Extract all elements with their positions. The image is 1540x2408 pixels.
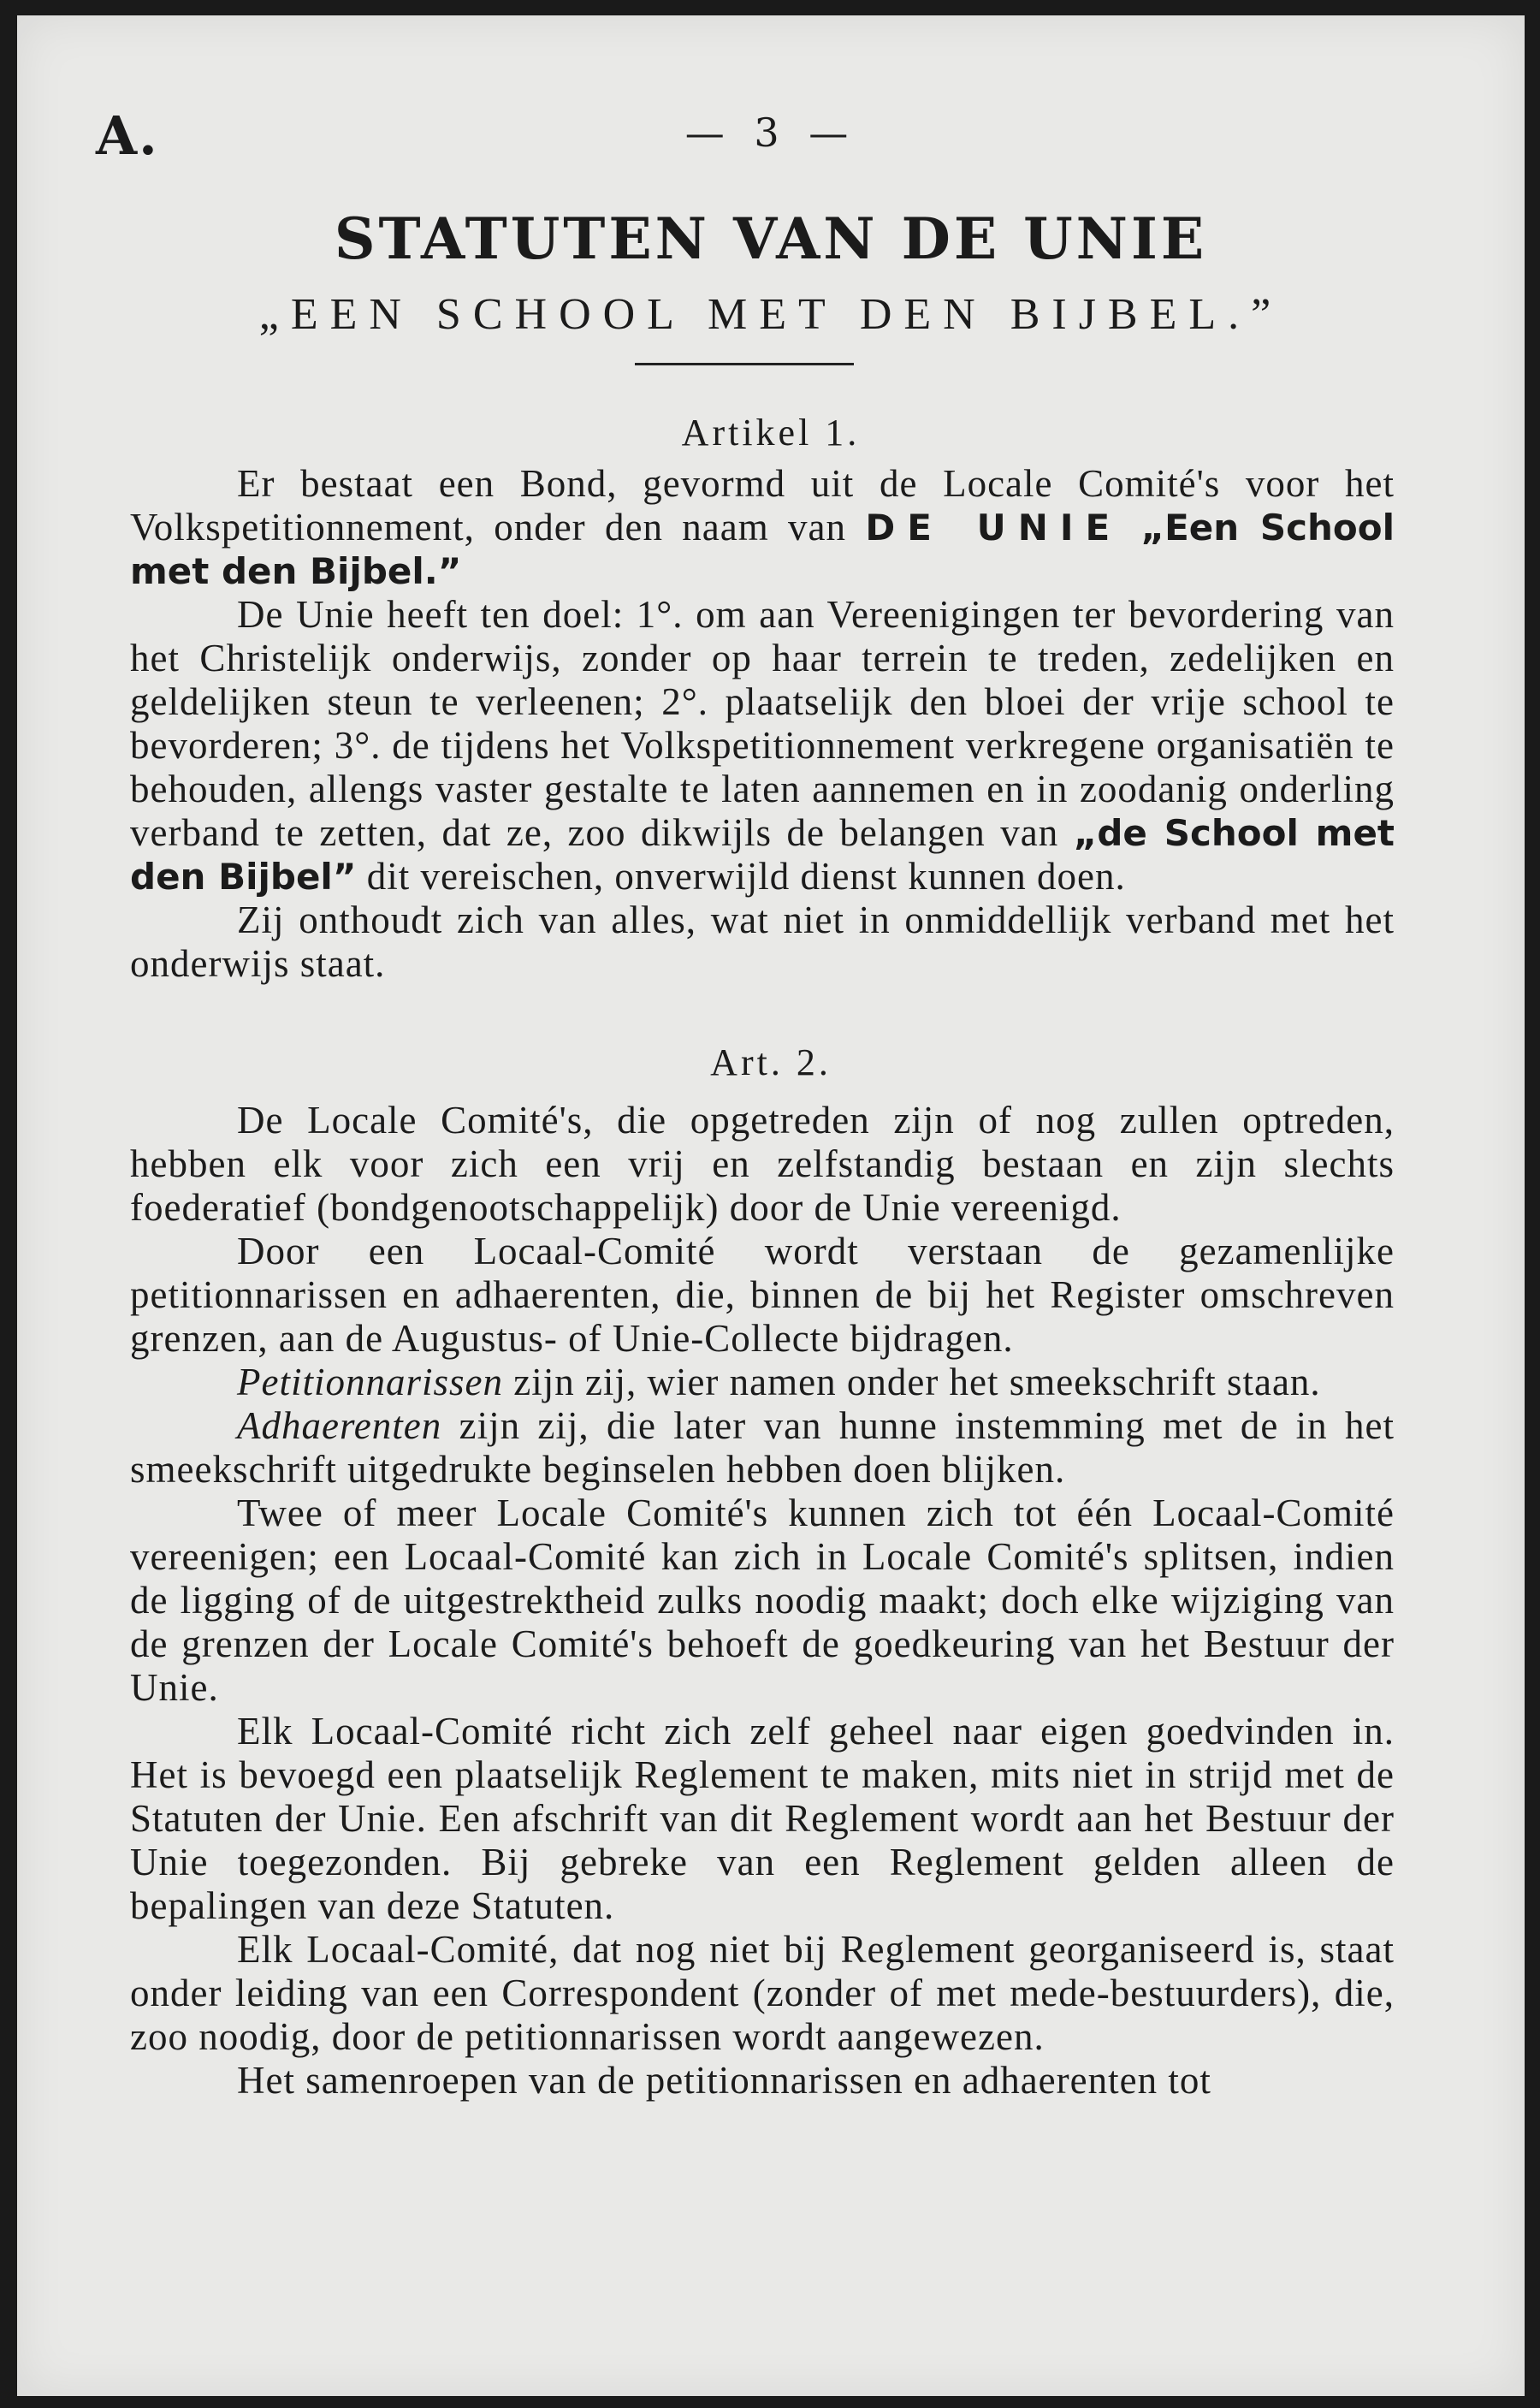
union-name-subtitle: „Een School met den Bijbel.” [130, 507, 1395, 592]
page-number: — 3 — [684, 110, 857, 156]
running-head [17, 104, 1525, 167]
title-divider [635, 363, 854, 365]
union-name: DE UNIE [865, 507, 1122, 549]
school-name: „de School met den Bijbel” [130, 812, 1395, 898]
article-1-paragraph-1 [130, 462, 1395, 593]
article-2-paragraph-8: Het samenroepen van de petitionnarissen en adhaerenten tot [237, 2059, 1211, 2102]
article-1-paragraph-3: Zij onthoudt zich van alles, wat niet in onmiddellijk verband met het onderwijs staat. [130, 899, 1395, 985]
article-2-paragraph-6: Elk Locaal-Comité richt zich zelf geheel naar eigen goedvinden in. Het is bevoegd een plaatselijk Reglement te maken, mits niet in strijd met de Statuten der Unie. Een afschrift van dit Reglement wordt aan het Bestuur der Unie toegezonden. Bij gebreke van een Reglement gelden alleen de bepalingen van deze Statuten. [130, 1710, 1395, 1927]
article-2-paragraph-5: Twee of meer Locale Comité's kunnen zich tot één Locaal-Comité vereenigen; een Locaal-Comité kan zich in Locale Comité's splitsen, indien de ligging of de uitgestrektheid zulks noodig maakt; doch elke wijziging van de grenzen der Locale Comité's behoeft de goedkeuring van het Bestuur der Unie. [130, 1492, 1395, 1709]
article-1-paragraph-2 [130, 593, 1395, 899]
article-2-paragraph-3 [130, 1361, 1395, 1404]
article-2-body [130, 1099, 1395, 2103]
article-2-paragraph-4-text: zijn zij, die later van hunne instemming met de in het smeekschrift uitgedrukte beginselen hebben doen blijken. [130, 1404, 1395, 1491]
signature-mark: A. [96, 104, 159, 167]
article-2-heading: Art. 2. [710, 1041, 832, 1083]
article-1-paragraph-2-text-b: dit vereischen, onverwijld dienst kunnen doen. [366, 855, 1126, 898]
term-petitionnarissen: Petitionnarissen [237, 1361, 503, 1403]
page-title: STATUTEN VAN DE UNIE [334, 205, 1208, 272]
article-2-paragraph-2: Door een Locaal-Comité wordt verstaan de gezamenlijke petitionnarissen en adhaerenten, die, binnen de bij het Register omschreven grenzen, aan de Augustus- of Unie-Collecte bijdragen. [130, 1230, 1395, 1360]
article-1-paragraph-2-text-a: De Unie heeft ten doel: 1°. om aan Vereenigingen ter bevordering van het Christelijk onderwijs, zonder op haar terrein te treden, zedelijken en geldelijken steun te verleenen; 2°. plaatselijk den bloei der vrije school te bevorderen; 3°. de tijdens het Volkspetitionnement verkregene organisatiën te behouden, allengs vaster gestalte te laten aannemen en in zoodanig onderling verband te zetten, dat ze, zoo dikwijls de belangen van [130, 593, 1395, 854]
article-2-paragraph-7: Elk Locaal-Comité, dat nog niet bij Reglement georganiseerd is, staat onder leiding van een Correspondent (zonder of met mede-bestuurders), die, zoo noodig, door de petitionnarissen wordt aangewezen. [130, 1928, 1395, 2058]
term-adhaerenten: Adhaerenten [237, 1404, 442, 1447]
article-2-paragraph-3-text: zijn zij, wier namen onder het smeekschrift staan. [513, 1361, 1321, 1403]
article-1-body [130, 462, 1395, 986]
page-subtitle: „EEN SCHOOL MET DEN BIJBEL.” [258, 290, 1283, 339]
article-1-paragraph-1-text: Er bestaat een Bond, gevormd uit de Locale Comité's voor het Volkspetitionnement, onder den naam van [130, 462, 1395, 549]
article-2-paragraph-4 [130, 1404, 1395, 1492]
article-2-paragraph-1: De Locale Comité's, die opgetreden zijn of nog zullen optreden, hebben elk voor zich een vrij en zelfstandig bestaan en zijn slechts foederatief (bondgenootschappelijk) door de Unie vereenigd. [130, 1099, 1395, 1229]
article-1-heading: Artikel 1. [681, 412, 861, 454]
document-page [17, 15, 1525, 2396]
